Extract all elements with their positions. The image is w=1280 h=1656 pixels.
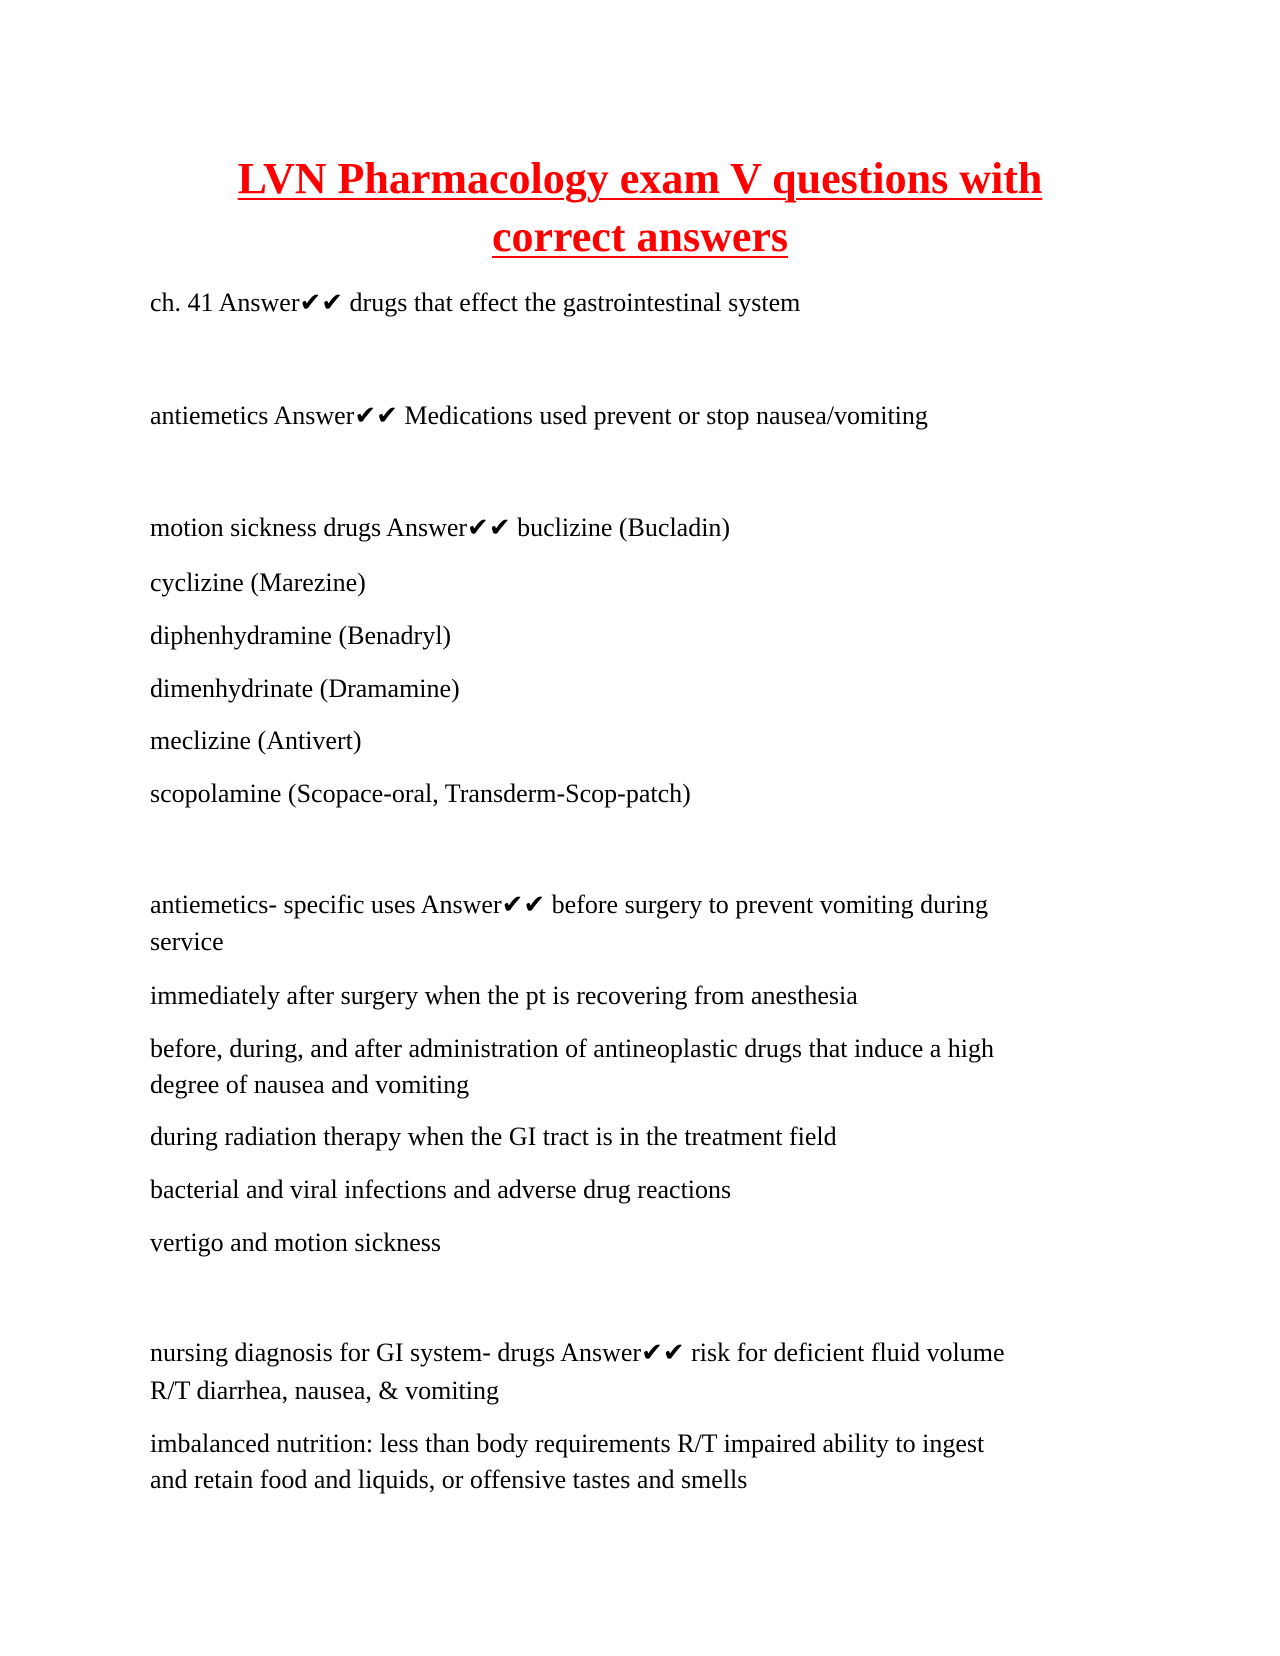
- qa-ch41: ch. 41 Answer✔✔ drugs that effect the gastrointestinal system: [150, 288, 801, 317]
- qa-antiemetics: antiemetics Answer✔✔ Medications used prevent or stop nausea/vomiting: [150, 401, 928, 430]
- answer-line: cyclizine (Marezine): [150, 568, 366, 597]
- qa-nursing-diagnosis: nursing diagnosis for GI system- drugs Answer✔✔ risk for deficient fluid volume: [150, 1338, 1005, 1367]
- answer-line: vertigo and motion sickness: [150, 1228, 442, 1257]
- answer-line: during radiation therapy when the GI tract is in the treatment field: [150, 1122, 837, 1151]
- answer-line: imbalanced nutrition: less than body requirements R/T impaired ability to ingest: [150, 1429, 985, 1458]
- answer-line: service: [150, 927, 224, 956]
- qa-motion-sickness: motion sickness drugs Answer✔✔ buclizine (Bucladin): [150, 513, 731, 542]
- answer-line: R/T diarrhea, nausea, & vomiting: [150, 1376, 499, 1405]
- answer-line: scopolamine (Scopace-oral, Transderm-Scop-patch): [150, 779, 691, 808]
- answer-line: degree of nausea and vomiting: [150, 1070, 470, 1099]
- answer-line: and retain food and liquids, or offensive tastes and smells: [150, 1465, 748, 1494]
- answer-line: dimenhydrinate (Dramamine): [150, 674, 460, 703]
- qa-antiemetics-uses: antiemetics- specific uses Answer✔✔ before surgery to prevent vomiting during: [150, 890, 989, 919]
- answer-line: diphenhydramine (Benadryl): [150, 621, 452, 650]
- answer-line: meclizine (Antivert): [150, 726, 362, 755]
- answer-line: bacterial and viral infections and adverse drug reactions: [150, 1175, 732, 1204]
- answer-line: immediately after surgery when the pt is recovering from anesthesia: [150, 981, 858, 1010]
- document-title-line-1: LVN Pharmacology exam V questions with: [237, 154, 1043, 203]
- answer-line: before, during, and after administration of antineoplastic drugs that induce a high: [150, 1034, 995, 1063]
- document-title-line-2: correct answers: [491, 212, 789, 261]
